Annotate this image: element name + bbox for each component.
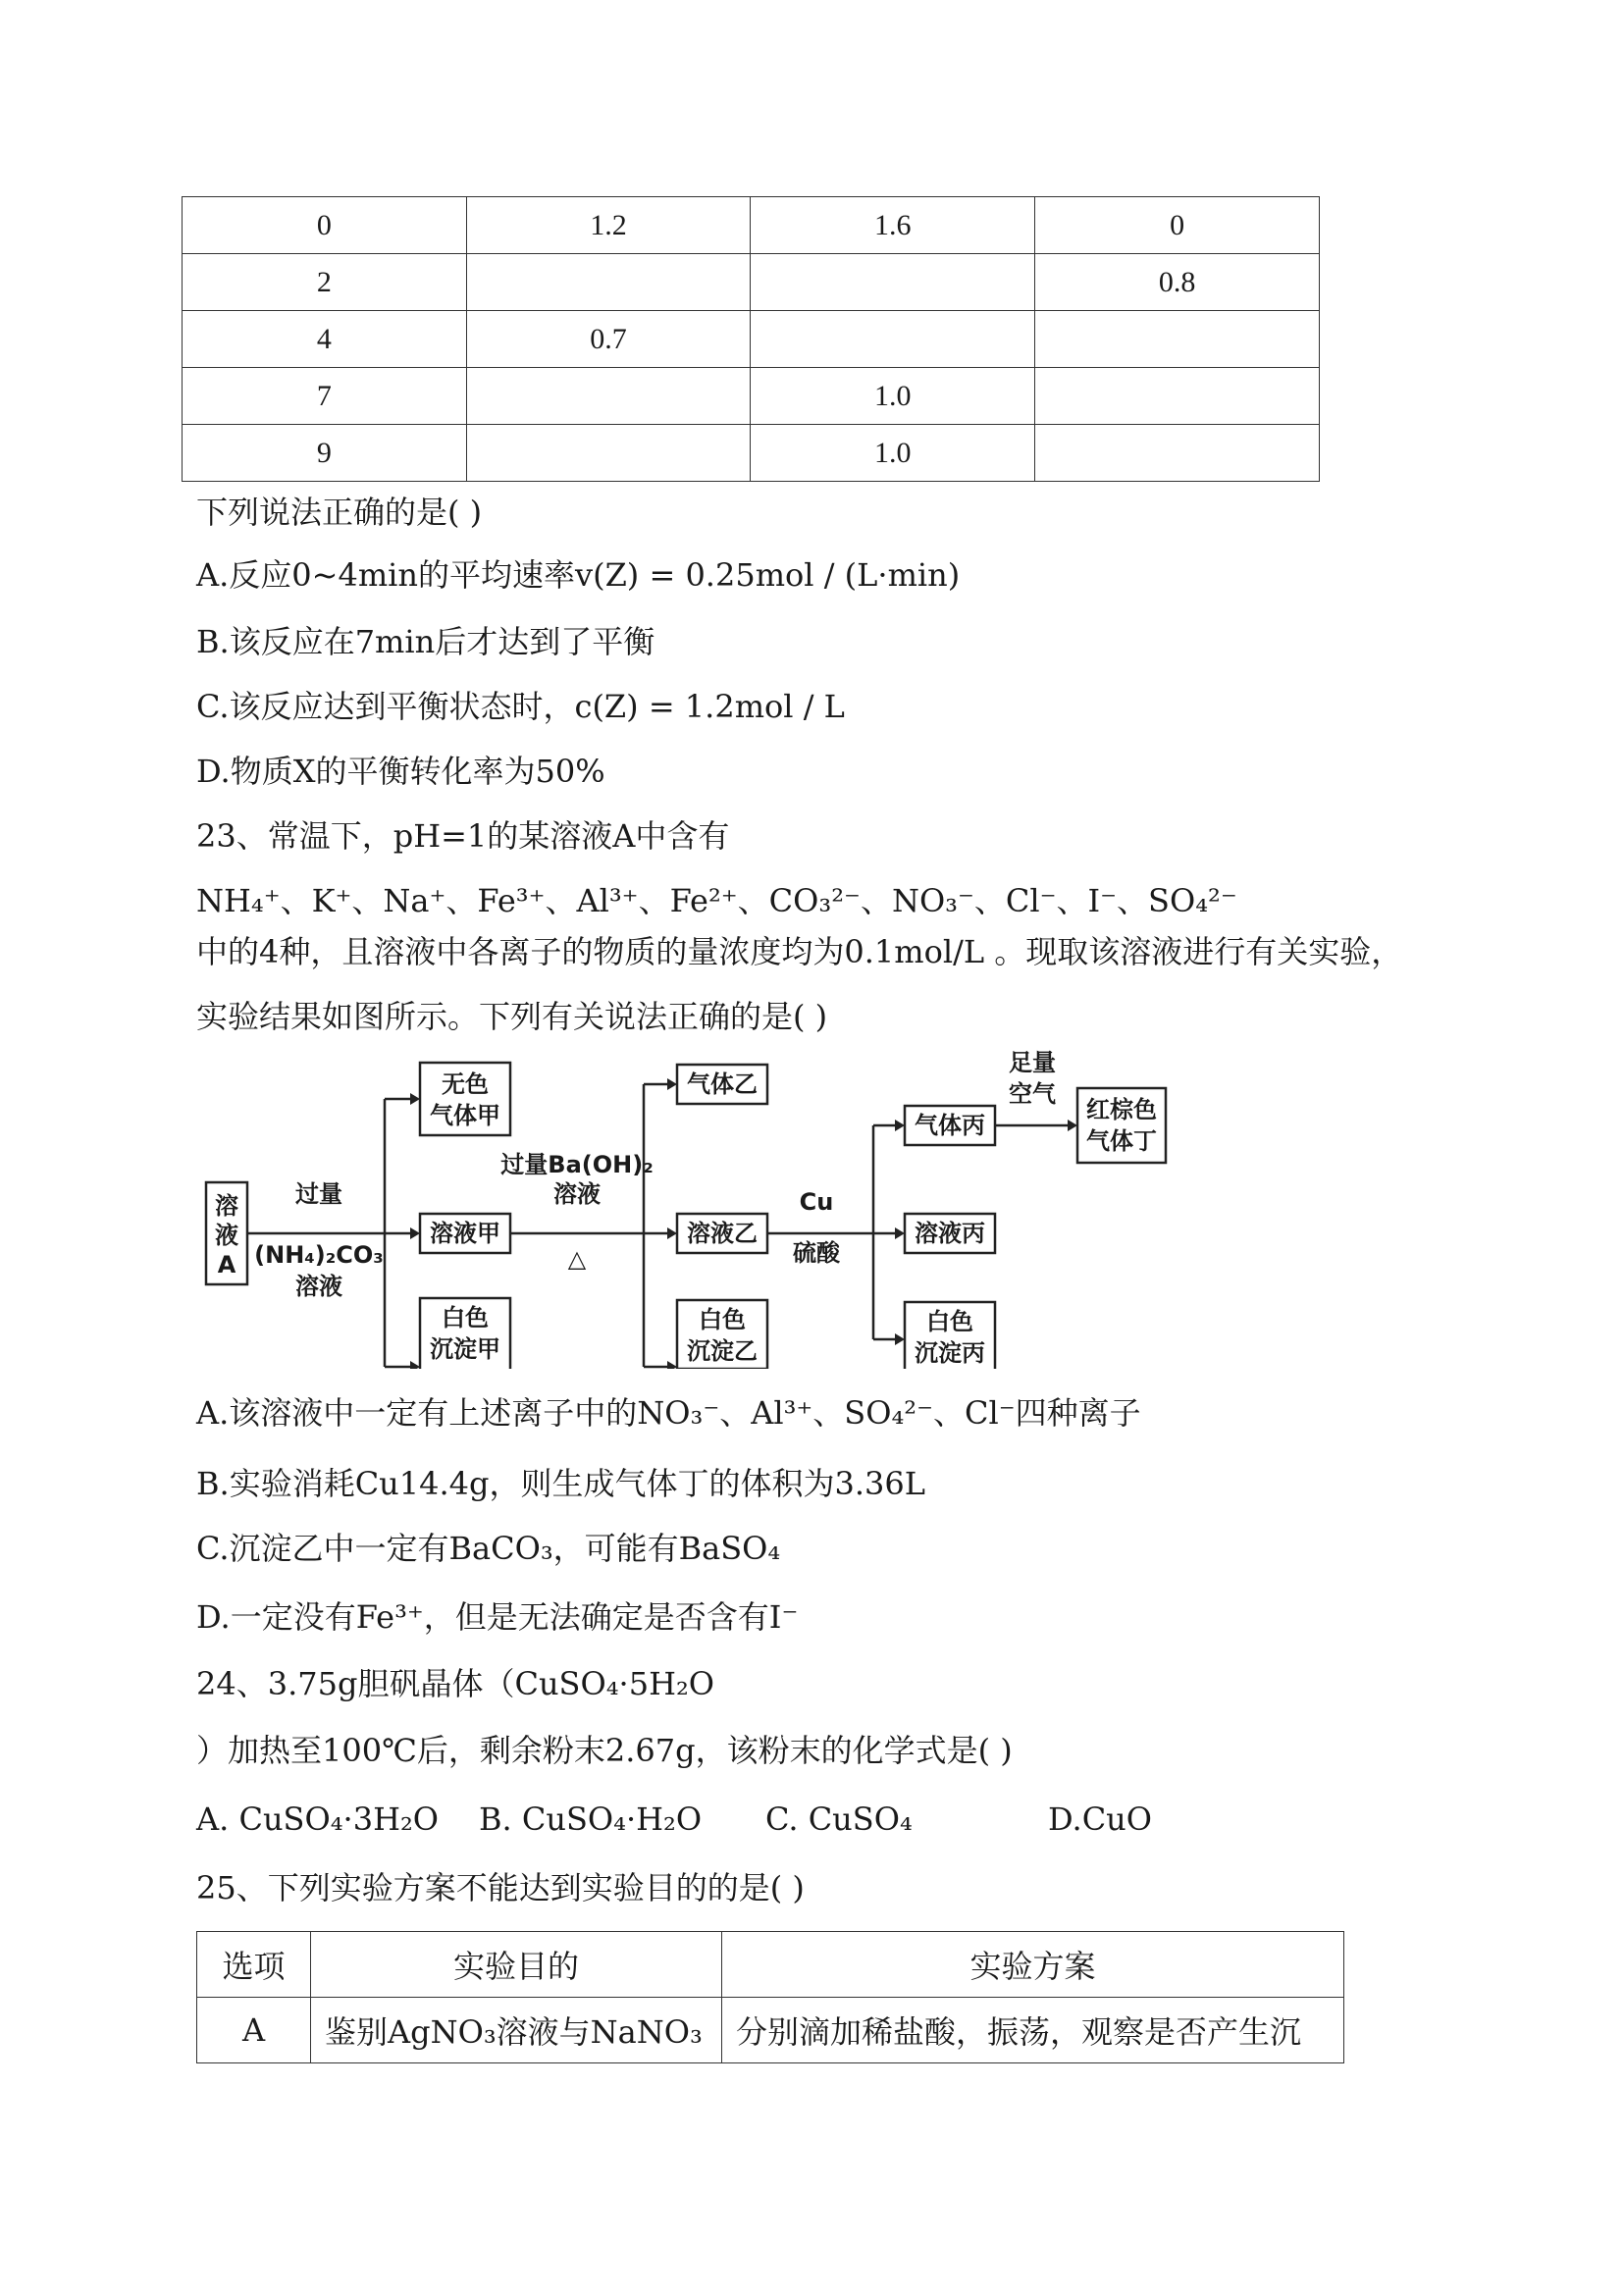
table-cell: 2 <box>183 254 467 311</box>
reagent-label: (NH₄)₂CO₃ <box>254 1241 384 1269</box>
question-stem: 24、3.75g胆矾晶体（CuSO₄·5H₂O <box>196 1665 715 1702</box>
table-cell: 0.8 <box>1035 254 1320 311</box>
reagent-label: 溶液 <box>553 1180 601 1208</box>
label-precipitate-jia: 沉淀甲 <box>430 1335 500 1363</box>
reagent-label: 过量Ba(OH)₂ <box>500 1151 654 1178</box>
reagent-label: 硫酸 <box>793 1239 840 1267</box>
label-precipitate-bing: 沉淀丙 <box>915 1339 985 1367</box>
table-row <box>183 425 1320 482</box>
table-cell <box>1035 311 1320 368</box>
table-header-row <box>197 1932 1344 1998</box>
label-precipitate-yi: 白色 <box>699 1306 746 1333</box>
table-row <box>183 197 1320 254</box>
table-cell <box>466 368 751 425</box>
table-cell <box>466 254 751 311</box>
arrow-head <box>667 1361 677 1369</box>
data-table <box>182 196 1320 482</box>
option-c: C. CuSO₄ <box>765 1800 913 1838</box>
label-solution-yi: 溶液乙 <box>687 1220 758 1247</box>
label-solution-bing: 溶液丙 <box>915 1220 985 1247</box>
ion-list: NH₄⁺、K⁺、Na⁺、Fe³⁺、Al³⁺、Fe²⁺、CO₃²⁻、NO₃⁻、Cl⁻、I⁻、SO₄²⁻ <box>196 882 1237 919</box>
question-stem: 23、常温下，pH=1的某溶液A中含有 <box>196 817 730 855</box>
arrow-head <box>895 1333 905 1345</box>
reagent-label: 溶液 <box>295 1273 342 1300</box>
experiment-flow-diagram <box>196 1045 1197 1369</box>
arrow-head <box>410 1227 420 1239</box>
reagent-label: 空气 <box>1009 1080 1056 1108</box>
reagent-label: 过量 <box>295 1180 342 1208</box>
question-stem: 下列说法正确的是( ) <box>196 494 483 531</box>
table-row <box>197 1998 1344 2063</box>
column-header: 选项 <box>197 1932 311 1998</box>
question-stem-continued: 实验结果如图所示。下列有关说法正确的是( ) <box>196 998 828 1035</box>
table-cell <box>1035 425 1320 482</box>
table-cell <box>751 311 1035 368</box>
option-a: A.反应0~4min的平均速率v(Z) = 0.25mol / (L·min) <box>196 556 961 594</box>
arrow-head <box>895 1120 905 1131</box>
column-header: 实验目的 <box>311 1932 722 1998</box>
arrow-head <box>410 1361 420 1369</box>
arrow-head <box>895 1227 905 1239</box>
question-stem-continued: ）加热至100℃后，剩余粉末2.67g，该粉末的化学式是( ) <box>196 1732 1013 1769</box>
table-cell <box>751 254 1035 311</box>
table-cell: 7 <box>183 368 467 425</box>
reagent-label: Cu <box>799 1188 834 1216</box>
table-cell: A <box>197 1998 311 2063</box>
option-b: B.实验消耗Cu14.4g，则生成气体丁的体积为3.36L <box>196 1465 926 1502</box>
option-c: C.沉淀乙中一定有BaCO₃，可能有BaSO₄ <box>196 1530 781 1567</box>
table-cell: 1.2 <box>466 197 751 254</box>
table-cell: 0 <box>183 197 467 254</box>
arrow-head <box>1068 1120 1077 1131</box>
table-cell: 1.0 <box>751 425 1035 482</box>
table-cell: 0.7 <box>466 311 751 368</box>
table-row <box>183 254 1320 311</box>
label-solution-a: 液 <box>215 1222 238 1249</box>
column-header: 实验方案 <box>722 1932 1344 1998</box>
label-gas-jia: 无色 <box>442 1070 489 1098</box>
option-d: D.CuO <box>1048 1800 1153 1838</box>
option-b: B.该反应在7min后才达到了平衡 <box>196 623 655 660</box>
table-cell: 0 <box>1035 197 1320 254</box>
question-stem-continued: 中的4种，且溶液中各离子的物质的量浓度均为0.1mol/L 。现取该溶液进行有关实验， <box>196 933 1403 970</box>
reagent-label: 足量 <box>1009 1049 1056 1076</box>
question-stem: 25、下列实验方案不能达到实验目的的是( ) <box>196 1869 805 1906</box>
label-precipitate-yi: 沉淀乙 <box>687 1337 758 1365</box>
option-d: D.一定没有Fe³⁺，但是无法确定是否含有I⁻ <box>196 1598 799 1636</box>
table-row <box>183 311 1320 368</box>
experiment-table <box>196 1931 1344 2063</box>
option-b: B. CuSO₄·H₂O <box>479 1800 703 1838</box>
option-c: C.该反应达到平衡状态时，c(Z) = 1.2mol / L <box>196 688 845 725</box>
label-precipitate-bing: 白色 <box>926 1308 973 1335</box>
table-cell <box>466 425 751 482</box>
label-solution-a: A <box>217 1251 236 1278</box>
label-solution-jia: 溶液甲 <box>430 1220 500 1247</box>
table-cell: 9 <box>183 425 467 482</box>
table-cell: 1.6 <box>751 197 1035 254</box>
label-gas-bing: 气体丙 <box>915 1112 985 1139</box>
label-gas-jia: 气体甲 <box>430 1102 500 1129</box>
label-gas-ding: 红棕色 <box>1086 1096 1157 1123</box>
table-cell: 4 <box>183 311 467 368</box>
label-precipitate-jia: 白色 <box>442 1304 489 1331</box>
table-cell: 鉴别AgNO₃溶液与NaNO₃ <box>311 1998 722 2063</box>
label-gas-yi: 气体乙 <box>687 1070 758 1098</box>
arrow-head <box>410 1093 420 1105</box>
label-gas-ding: 气体丁 <box>1086 1127 1157 1155</box>
table-cell: 分别滴加稀盐酸，振荡，观察是否产生沉 <box>722 1998 1344 2063</box>
arrow-head <box>667 1078 677 1090</box>
table-cell <box>1035 368 1320 425</box>
reagent-label: △ <box>567 1245 587 1273</box>
option-a: A.该溶液中一定有上述离子中的NO₃⁻、Al³⁺、SO₄²⁻、Cl⁻四种离子 <box>196 1394 1141 1432</box>
label-solution-a: 溶 <box>215 1192 238 1220</box>
table-row <box>183 368 1320 425</box>
option-a: A. CuSO₄·3H₂O <box>196 1800 440 1838</box>
table-cell: 1.0 <box>751 368 1035 425</box>
arrow-head <box>667 1227 677 1239</box>
option-d: D.物质X的平衡转化率为50% <box>196 753 605 790</box>
